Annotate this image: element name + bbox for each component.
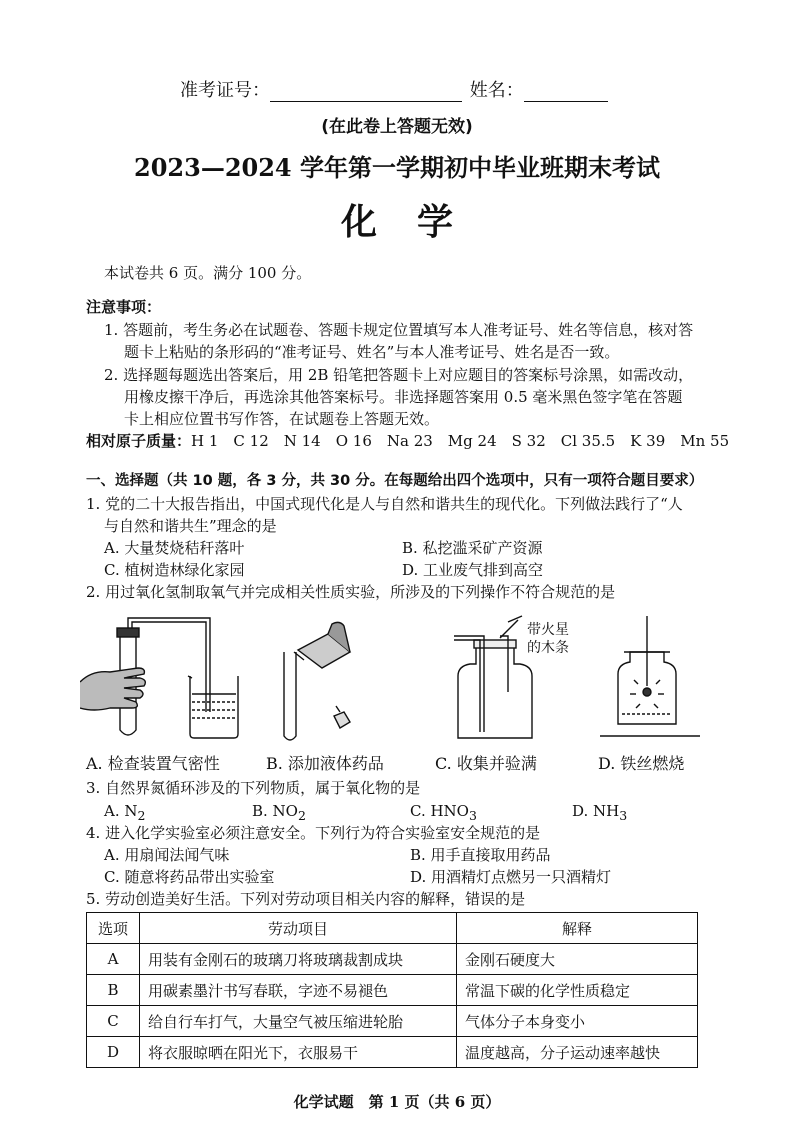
q3-option-c-sub: 3 xyxy=(468,808,477,823)
row-option: B xyxy=(87,975,140,1006)
q1-option-b[interactable]: B. 私挖滥采矿产资源 xyxy=(402,539,543,557)
atomic-mass-line xyxy=(86,430,729,452)
row-project: 给自行车打气，大量空气被压缩进轮胎 xyxy=(140,1006,457,1037)
row-explanation: 常温下碳的化学性质稳定 xyxy=(457,975,698,1006)
q3-option-d-sub: 3 xyxy=(619,808,628,823)
exam-title: 2023—2024 学年第一学期初中毕业班期末考试 xyxy=(134,153,660,182)
row-project: 将衣服晾晒在阳光下，衣服易干 xyxy=(140,1037,457,1068)
row-project: 用碳素墨汁书写春联，字迹不易褪色 xyxy=(140,975,457,1006)
exam-id-label: 准考证号： xyxy=(180,80,270,101)
note-item-2-line1: 2. 选择题每题选出答案后，用 2B 铅笔把答题卡上对应题目的答案标号涂黑，如需改动， xyxy=(104,366,694,384)
q1-stem-line1: 1. 党的二十大报告指出，中国式现代化是人与自然和谐共生的现代化。下列做法践行了“人 xyxy=(86,495,683,513)
row-option: C xyxy=(87,1006,140,1037)
note-item-2-line3: 卡上相应位置书写作答，在试题卷上答题无效。 xyxy=(124,410,440,428)
stick-label-line1: 带火星 xyxy=(527,622,569,638)
exam-id-blank[interactable] xyxy=(270,83,462,102)
row-option: A xyxy=(87,944,140,975)
table-row[interactable] xyxy=(87,944,698,975)
atomic-mass-values: H 1 C 12 N 14 O 16 Na 23 Mg 24 S 32 Cl 35.5 K 39 Mn 55 xyxy=(191,432,730,450)
q2-option-b[interactable]: B. 添加液体药品 xyxy=(266,754,384,773)
table-header-explanation: 解释 xyxy=(457,913,698,944)
q3-stem: 3. 自然界氮循环涉及的下列物质，属于氧化物的是 xyxy=(86,779,421,797)
invalid-notice: (在此卷上答题无效) xyxy=(321,117,473,137)
page-footer: 化学试题 第 1 页（共 6 页） xyxy=(293,1093,501,1111)
q2-option-c[interactable]: C. 收集并验满 xyxy=(435,754,537,773)
q2-stem: 2. 用过氧化氢制取氧气并完成相关性质实验，所涉及的下列操作不符合规范的是 xyxy=(86,583,616,601)
q4-option-d[interactable]: D. 用酒精灯点燃另一只酒精灯 xyxy=(410,868,612,886)
stick-label-line2: 的木条 xyxy=(527,640,569,656)
name-label: 姓名： xyxy=(469,80,524,101)
q4-option-b[interactable]: B. 用手直接取用药品 xyxy=(410,846,551,864)
q4-stem: 4. 进入化学实验室必须注意安全。下列行为符合实验室安全规范的是 xyxy=(86,824,541,842)
page-info: 本试卷共 6 页。满分 100 分。 xyxy=(104,264,312,282)
row-explanation: 气体分子本身变小 xyxy=(457,1006,698,1037)
note-item-1-line1: 1. 答题前，考生务必在试题卷、答题卡规定位置填写本人准考证号、姓名等信息，核对答 xyxy=(104,321,694,339)
q3-option-a-text: A. N xyxy=(104,802,138,820)
stick-label xyxy=(527,621,569,657)
table-row[interactable] xyxy=(87,975,698,1006)
q1-option-a[interactable]: A. 大量焚烧秸秆落叶 xyxy=(104,539,245,557)
q1-option-c[interactable]: C. 植树造林绿化家园 xyxy=(104,561,245,579)
apparatus-b-figure xyxy=(270,612,370,747)
row-option: D xyxy=(87,1037,140,1068)
table-header-option: 选项 xyxy=(87,913,140,944)
atomic-mass-label: 相对原子质量： xyxy=(86,432,192,450)
q3-option-a-sub: 2 xyxy=(137,808,146,823)
row-explanation: 金刚石硬度大 xyxy=(457,944,698,975)
table-row[interactable] xyxy=(87,1037,698,1068)
notes-heading: 注意事项： xyxy=(86,298,162,316)
q4-option-c[interactable]: C. 随意将药品带出实验室 xyxy=(104,868,275,886)
table-header-row xyxy=(87,913,698,944)
section-heading: 一、选择题（共 10 题，各 3 分，共 30 分。在每题给出四个选项中，只有一项符合题目要求） xyxy=(86,473,704,489)
q1-option-d[interactable]: D. 工业废气排到高空 xyxy=(402,561,544,579)
q3-option-c-text: C. HNO xyxy=(410,802,469,820)
row-explanation: 温度越高，分子运动速率越快 xyxy=(457,1037,698,1068)
apparatus-a-figure xyxy=(80,612,255,747)
q1-stem-line2: 与自然和谐共生”理念的是 xyxy=(104,517,277,535)
q2-option-d[interactable]: D. 铁丝燃烧 xyxy=(598,754,685,773)
row-project: 用装有金刚石的玻璃刀将玻璃裁割成块 xyxy=(140,944,457,975)
name-blank[interactable] xyxy=(524,83,608,102)
table-header-project: 劳动项目 xyxy=(140,913,457,944)
q3-option-d[interactable] xyxy=(572,800,627,827)
q5-table xyxy=(86,912,698,1068)
q2-option-a[interactable]: A. 检查装置气密性 xyxy=(86,754,220,773)
q3-option-b-text: B. NO xyxy=(252,802,298,820)
q4-option-a[interactable]: A. 用扇闻法闻气味 xyxy=(104,846,230,864)
q5-stem: 5. 劳动创造美好生活。下列对劳动项目相关内容的解释，错误的是 xyxy=(86,890,526,908)
q3-option-b-sub: 2 xyxy=(297,808,306,823)
note-item-1-line2: 题卡上粘贴的条形码的“准考证号、姓名”与本人准考证号、姓名是否一致。 xyxy=(124,343,620,361)
table-row[interactable] xyxy=(87,1006,698,1037)
note-item-2-line2: 用橡皮擦干净后，再选涂其他答案标号。非选择题答案用 0.5 毫米黑色签字笔在答题 xyxy=(124,388,683,406)
subject-title: 化学 xyxy=(340,201,493,243)
q3-option-d-text: D. NH xyxy=(572,802,620,820)
candidate-info-line xyxy=(180,76,608,102)
apparatus-d-figure xyxy=(600,612,700,747)
